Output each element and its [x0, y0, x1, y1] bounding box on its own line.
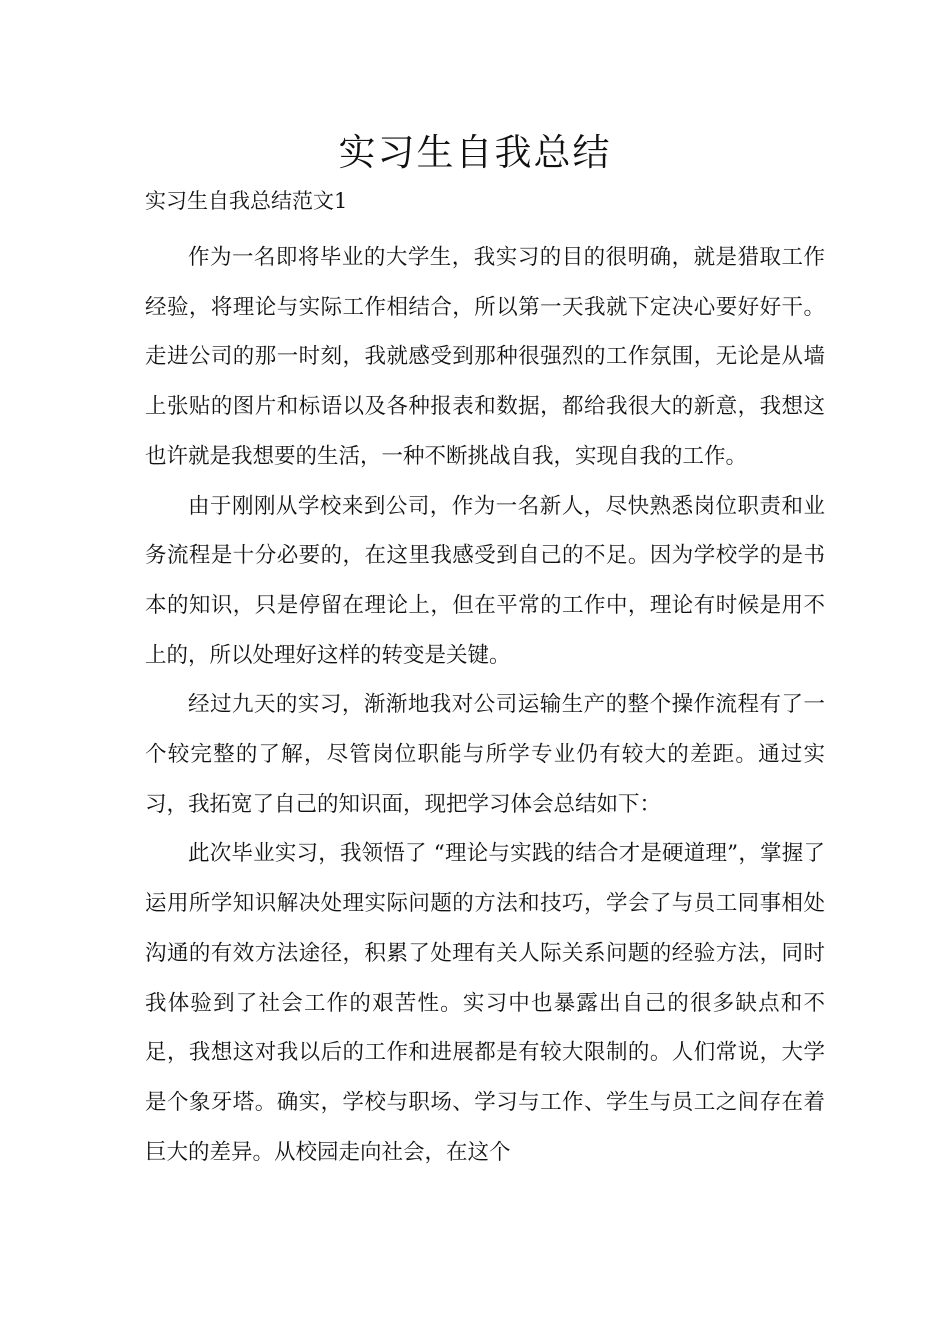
paragraph: 由于刚刚从学校来到公司，作为一名新人，尽快熟悉岗位职责和业务流程是十分必要的，在这里我感受到自己的不足。因为学校学的是书本的知识，只是停留在理论上，但在平常的工作中，理论有时候是用不上的，所以处理好这样的转变是关键。: [145, 493, 825, 668]
paragraph: 经过九天的实习，渐渐地我对公司运输生产的整个操作流程有了一个较完整的了解，尽管岗位职能与所学专业仍有较大的差距。通过实习，我拓宽了自己的知识面，现把学习体会总结如下：: [145, 692, 825, 817]
document-body: [145, 233, 825, 1177]
document-title: 实习生自我总结: [338, 131, 612, 174]
paragraph: 此次毕业实习，我领悟了 “理论与实践的结合才是硬道理”，掌握了运用所学知识解决处理实际问题的方法和技巧，学会了与员工同事相处沟通的有效方法途径，积累了处理有关人际关系问题的经验方法，同时我体验到了社会工作的艰苦性。实习中也暴露出自己的很多缺点和不足，我想这对我以后的工作和进展都是有较大限制的。人们常说，大学是个象牙塔。确实，学校与职场、学习与工作、学生与员工之间存在着巨大的差异。从校园走向社会，在这个: [145, 841, 825, 1165]
paragraph: 作为一名即将毕业的大学生，我实习的目的很明确，就是猎取工作经验，将理论与实际工作相结合，所以第一天我就下定决心要好好干。走进公司的那一时刻，我就感受到那种很强烈的工作氛围，无论是从墙上张贴的图片和标语以及各种报表和数据，都给我很大的新意，我想这也许就是我想要的生活，一种不断挑战自我，实现自我的工作。: [145, 245, 825, 469]
document-subtitle: 实习生自我总结范文1: [145, 189, 348, 213]
